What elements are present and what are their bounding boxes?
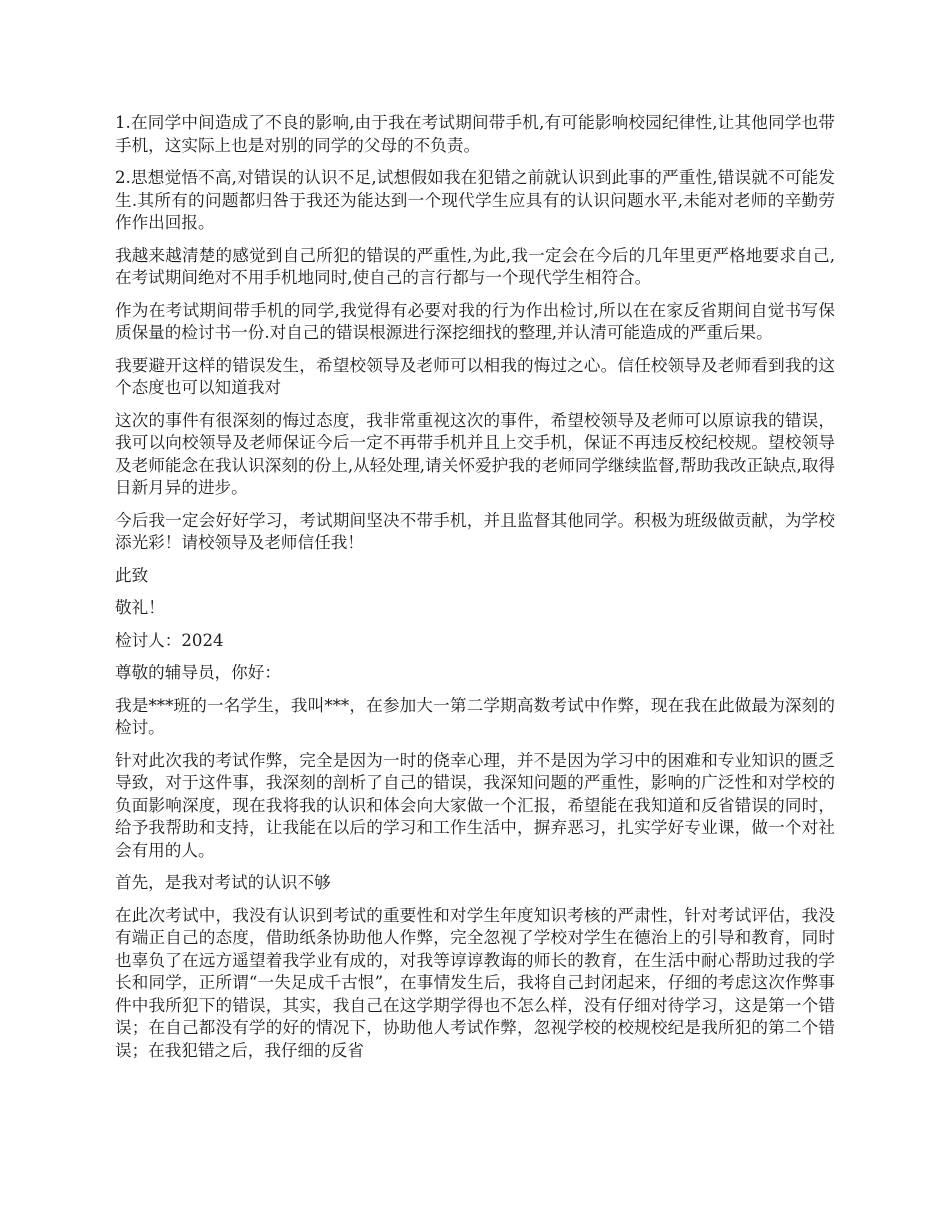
closing-regards: 敬礼！ <box>115 598 165 617</box>
paragraph-3: 我越来越清楚的感觉到自己所犯的错误的严重性,为此,我一定会在今后的几年里更严格地要求自己,在考试期间绝对不用手机地同时,使自己的言行都与一个现代学生相符合。 <box>115 245 835 287</box>
paragraph-6: 这次的事件有很深刻的悔过态度，我非常重视这次的事件，希望校领导及老师可以原谅我的错误，我可以向校领导及老师保证今后一定不再带手机并且上交手机，保证不再违反校纪校规。望校领导及老师能念在我认识深刻的份上,从轻处理,请关怀爱护我的老师同学继续监督,帮助我改正缺点,取得日新月异的进步。 <box>115 410 835 497</box>
paragraph-4: 作为在考试期间带手机的同学,我觉得有必要对我的行为作出检讨,所以在在家反省期间自觉书写保质保量的检讨书一份.对自己的错误根源进行深挖细找的整理,并认清可能造成的严重后果。 <box>115 300 835 342</box>
section-heading-first: 首先，是我对考试的认识不够 <box>115 873 331 892</box>
greeting: 尊敬的辅导员，你好： <box>115 663 281 682</box>
closing-salutation: 此致 <box>115 565 149 585</box>
paragraph-intro: 我是***班的一名学生，我叫***，在参加大一第二学期高数考试中作弊，现在我在此做最为深刻的检讨。 <box>115 695 835 737</box>
paragraph-analysis: 针对此次我的考试作弊，完全是因为一时的侥幸心理，并不是因为学习中的困难和专业知识的匮乏导致，对于这件事，我深刻的剖析了自己的错误，我深知问题的严重性，影响的广泛性和对学校的负面影响深度，现在我将我的认识和体会向大家做一个汇报，希望能在我知道和反省错误的同时，给予我帮助和支持，让我能在以后的学习和工作生活中，摒弃恶习，扎实学好专业课，做一个对社会有用的人。 <box>115 750 835 860</box>
signature-line: 检讨人：2024 <box>115 630 224 650</box>
paragraph-2: 2.思想觉悟不高,对错误的认识不足,试想假如我在犯错之前就认识到此事的严重性,错误就不可能发生.其所有的问题都归咎于我还为能达到一个现代学生应具有的认识问题水平,未能对老师的辛勤劳作作出回报。 <box>115 168 835 232</box>
paragraph-1: 1.在同学中间造成了不良的影响,由于我在考试期间带手机,有可能影响校园纪律性,让其他同学也带手机，这实际上也是对别的同学的父母的不负责。 <box>115 113 835 155</box>
document-body <box>115 112 835 1072</box>
paragraph-7: 今后我一定会好好学习，考试期间坚决不带手机，并且监督其他同学。积极为班级做贡献，为学校添光彩！请校领导及老师信任我！ <box>115 510 835 552</box>
paragraph-details: 在此次考试中，我没有认识到考试的重要性和对学生年度知识考核的严肃性，针对考试评估，我没有端正自己的态度，借助纸条协助他人作弊，完全忽视了学校对学生在德治上的引导和教育，同时也辜负了在远方遥望着我学业有成的，对我等谆谆教诲的师长的教育，在生活中耐心帮助过我的学长和同学，正所谓“一失足成千古恨”，在事情发生后，我将自己封闭起来，仔细的考虑这次作弊事件中我所犯下的错误，其实，我自己在这学期学得也不怎么样，没有仔细对待学习，这是第一个错误；在自己都没有学的好的情况下，协助他人考试作弊，忽视学校的校规校纪是我所犯的第二个错误；在我犯错之后，我仔细的反省 <box>115 905 835 1060</box>
paragraph-5: 我要避开这样的错误发生，希望校领导及老师可以相我的悔过之心。信任校领导及老师看到我的这个态度也可以知道我对 <box>115 355 835 397</box>
